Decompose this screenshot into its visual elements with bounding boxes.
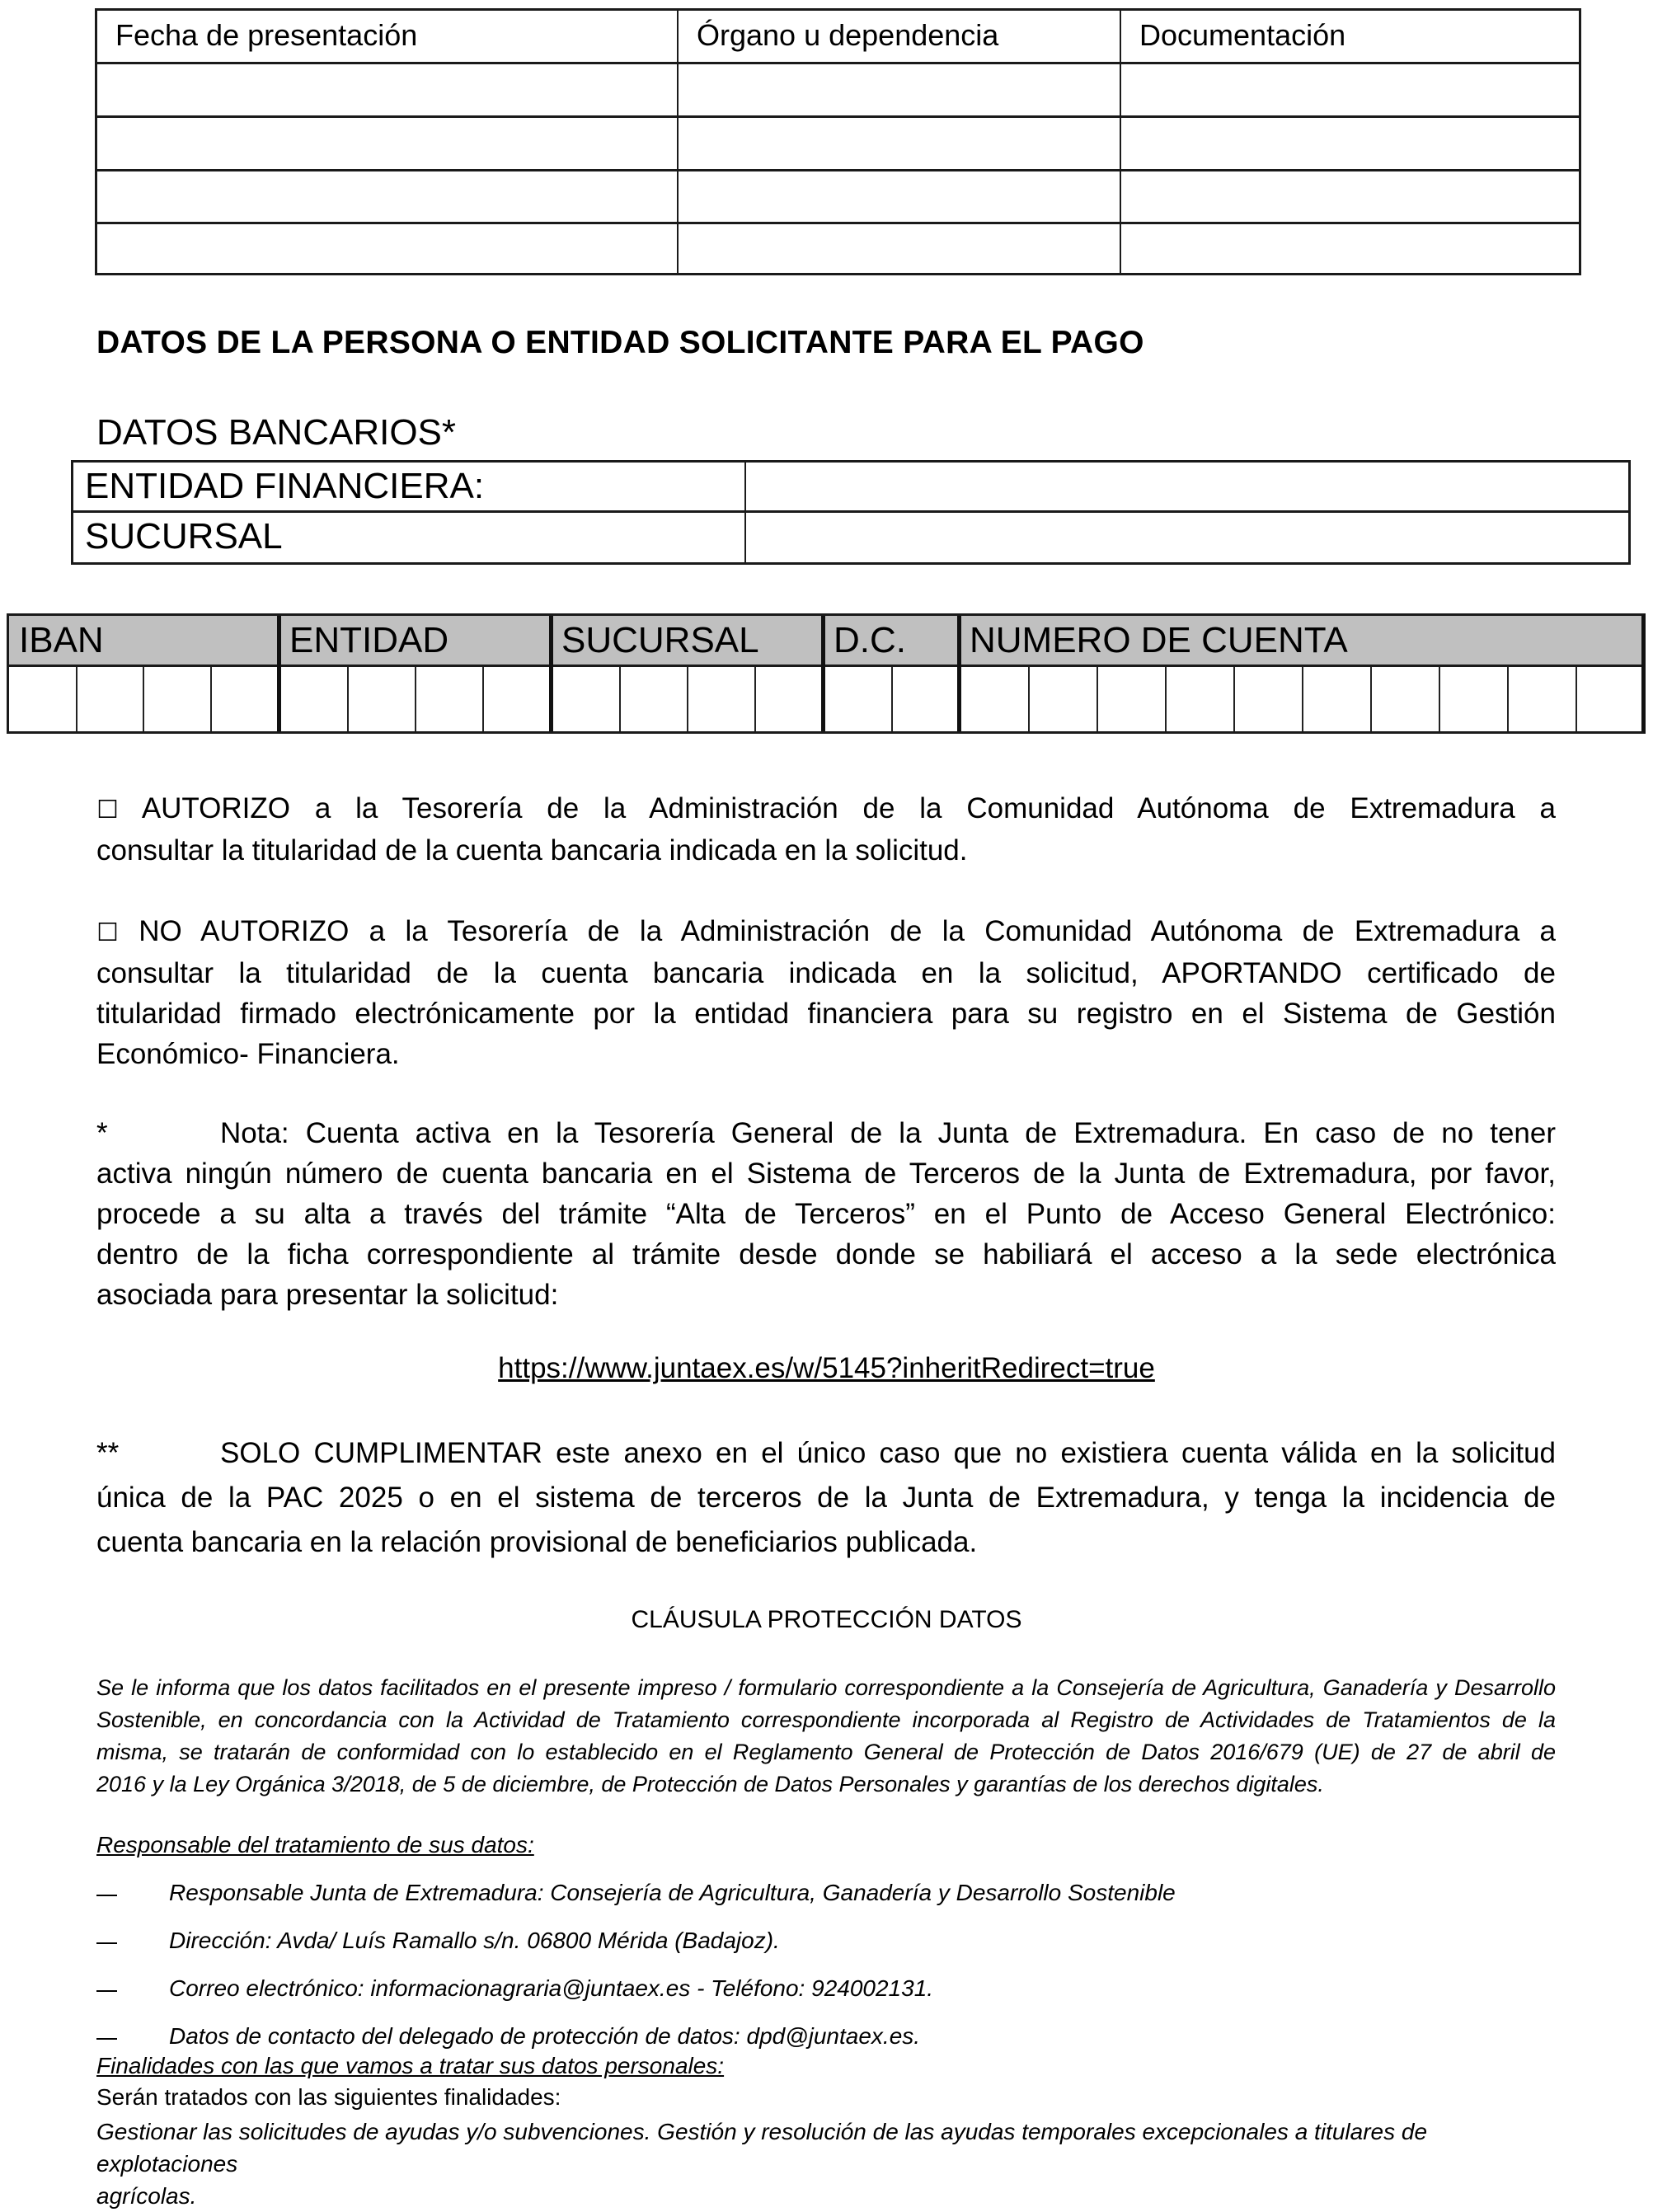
no-autorizo-line-1: NO AUTORIZO a la Tesorería de la Administración de la Comunidad Autónoma de Extremadura a <box>139 915 1556 947</box>
clause-intro-line-3: misma, se tratarán de conformidad con lo establecido en el Reglamento General de Protección de Datos 2016/679 (UE) de 27 de abril de <box>96 1740 1556 1764</box>
no-autorizo-line-3: titularidad firmado electrónicamente por la entidad financiera para su registro en el Sistema de Gestión <box>96 998 1556 1030</box>
solo-cumplimentar-paragraph <box>96 1431 1556 1565</box>
sucursal-digit-cell[interactable] <box>688 667 756 731</box>
finalidades-line-2: agrícolas. <box>96 2183 197 2209</box>
organo-dependencia-field[interactable] <box>679 118 1121 169</box>
account-digit-cell[interactable] <box>1372 667 1440 731</box>
sucursal-digit-cell[interactable] <box>756 667 825 731</box>
nota-line-5: asociada para presentar la solicitud: <box>96 1279 559 1311</box>
iban-input-cells <box>9 667 1641 731</box>
nota-asterisk: * <box>96 1117 108 1149</box>
nota-line-2: activa ningún número de cuenta bancaria en el Sistema de Terceros de la Junta de Extremadura, por favor, <box>96 1158 1556 1190</box>
account-digit-cell[interactable] <box>961 667 1030 731</box>
account-digit-cell[interactable] <box>1577 667 1641 731</box>
dash-bullet-icon <box>96 1895 117 1896</box>
bank-entity-table <box>71 460 1631 565</box>
organo-dependencia-field[interactable] <box>679 223 1121 273</box>
entidad-digit-cell[interactable] <box>484 667 553 731</box>
autorizo-paragraph <box>96 788 1556 871</box>
entidad-digit-cell[interactable] <box>281 667 349 731</box>
sucursal-header: SUCURSAL <box>561 620 759 660</box>
dc-header: D.C. <box>834 620 906 660</box>
table-row <box>97 171 1579 224</box>
autorizo-checkbox[interactable]: ☐ <box>96 796 119 824</box>
no-autorizo-checkbox[interactable]: ☐ <box>96 918 119 947</box>
iban-header-row <box>9 616 1641 667</box>
organo-dependencia-field[interactable] <box>679 64 1121 115</box>
dc-digit-cell[interactable] <box>825 667 893 731</box>
organo-dependencia-field[interactable] <box>679 171 1121 222</box>
nota-paragraph <box>96 1113 1556 1315</box>
entidad-financiera-field[interactable] <box>746 463 1628 510</box>
bank-data-heading: DATOS BANCARIOS* <box>96 412 457 453</box>
autorizo-line-1: AUTORIZO a la Tesorería de la Administración de la Comunidad Autónoma de Extremadura a <box>141 792 1557 824</box>
header-documentacion: Documentación <box>1139 18 1346 52</box>
iban-header: IBAN <box>19 620 104 660</box>
nota-line-3: procede a su alta a través del trámite “Alta de Terceros” en el Punto de Acceso General Electrónico: <box>96 1198 1556 1230</box>
entidad-financiera-label: ENTIDAD FINANCIERA: <box>73 463 746 510</box>
clause-intro-line-4: 2016 y la Ley Orgánica 3/2018, de 5 de diciembre, de Protección de Datos Personales y garantías de los derechos digitales. <box>96 1772 1324 1796</box>
finalidades-heading: Finalidades con las que vamos a tratar sus datos personales: <box>96 2053 725 2078</box>
documentacion-field[interactable] <box>1121 118 1579 169</box>
fecha-presentacion-field[interactable] <box>97 223 679 273</box>
sucursal-digit-cell[interactable] <box>621 667 688 731</box>
sucursal-field[interactable] <box>746 513 1628 562</box>
responsable-heading: Responsable del tratamiento de sus datos: <box>96 1832 534 1857</box>
dash-bullet-icon <box>96 1942 117 1944</box>
no-autorizo-line-2: consultar la titularidad de la cuenta bancaria indicada en la solicitud, APORTANDO certificado de <box>96 957 1556 989</box>
solo-line-2: única de la PAC 2025 o en el sistema de terceros de la Junta de Extremadura, y tenga la incidencia de <box>96 1482 1556 1514</box>
table-row <box>97 64 1579 118</box>
bank-row-sucursal <box>73 513 1628 562</box>
header-fecha-presentacion: Fecha de presentación <box>97 11 679 62</box>
sucursal-label: SUCURSAL <box>73 513 746 562</box>
clause-intro-paragraph <box>96 1672 1556 1801</box>
entidad-digit-cell[interactable] <box>349 667 416 731</box>
documentacion-field[interactable] <box>1121 223 1579 273</box>
finalidades-paragraph <box>96 2116 1556 2212</box>
account-digit-cell[interactable] <box>1440 667 1509 731</box>
iban-digit-cell[interactable] <box>212 667 281 731</box>
finalidades-intro: Serán tratados con las siguientes finalidades: <box>96 2084 561 2110</box>
nota-line-1: Nota: Cuenta activa en la Tesorería General de la Junta de Extremadura. En caso de no tener <box>220 1117 1556 1149</box>
fecha-presentacion-field[interactable] <box>97 64 679 115</box>
fecha-presentacion-field[interactable] <box>97 118 679 169</box>
account-digit-cell[interactable] <box>1509 667 1577 731</box>
sucursal-digit-cell[interactable] <box>553 667 621 731</box>
no-autorizo-paragraph <box>96 911 1556 1074</box>
dash-bullet-icon <box>96 2038 117 2040</box>
no-autorizo-line-4: Económico- Financiera. <box>96 1038 400 1070</box>
account-digit-cell[interactable] <box>1303 667 1372 731</box>
table-row <box>97 118 1579 171</box>
double-asterisk: ** <box>96 1437 120 1469</box>
clause-intro-line-1: Se le informa que los datos facilitados en el presente impreso / formulario correspondiente a la Consejería de Agricultura, Ganadería y Desarrollo <box>96 1675 1556 1700</box>
bank-row-entidad <box>73 463 1628 513</box>
solo-line-3: cuenta bancaria en la relación provisional de beneficiarios publicada. <box>96 1526 978 1558</box>
solo-line-1: SOLO CUMPLIMENTAR este anexo en el único caso que no existiera cuenta válida en la solicitud <box>220 1437 1556 1469</box>
dc-digit-cell[interactable] <box>893 667 961 731</box>
iban-digit-cell[interactable] <box>9 667 77 731</box>
entidad-digit-cell[interactable] <box>416 667 484 731</box>
nota-line-4: dentro de la ficha correspondiente al trámite desde donde se habiliará el acceso a la sede electrónica <box>96 1238 1556 1270</box>
iban-table <box>7 613 1646 734</box>
section-title: DATOS DE LA PERSONA O ENTIDAD SOLICITANTE PARA EL PAGO <box>96 325 1144 360</box>
dash-bullet-icon <box>96 1990 117 1992</box>
account-digit-cell[interactable] <box>1098 667 1167 731</box>
autorizo-line-2: consultar la titularidad de la cuenta bancaria indicada en la solicitud. <box>96 834 968 866</box>
documentacion-field[interactable] <box>1121 171 1579 222</box>
alta-terceros-link[interactable]: https://www.juntaex.es/w/5145?inheritRedirect=true <box>498 1352 1155 1384</box>
registry-table <box>95 8 1581 275</box>
account-digit-cell[interactable] <box>1030 667 1098 731</box>
documentacion-field[interactable] <box>1121 64 1579 115</box>
entidad-header: ENTIDAD <box>289 620 449 660</box>
header-organo-dependencia: Órgano u dependencia <box>679 11 1121 62</box>
clause-title: CLÁUSULA PROTECCIÓN DATOS <box>631 1606 1022 1633</box>
account-digit-cell[interactable] <box>1167 667 1235 731</box>
fecha-presentacion-field[interactable] <box>97 171 679 222</box>
iban-digit-cell[interactable] <box>77 667 144 731</box>
registry-header-row <box>97 11 1579 64</box>
finalidades-line-1: Gestionar las solicitudes de ayudas y/o subvenciones. Gestión y resolución de las ayudas temporales excepcionales a titulares de explotaciones <box>96 2119 1428 2177</box>
clause-intro-line-2: Sostenible, en concordancia con la Actividad de Tratamiento correspondiente incorporada al Registro de Actividades de Tratamientos de la <box>96 1707 1556 1732</box>
numero-cuenta-header: NUMERO DE CUENTA <box>970 620 1348 660</box>
account-digit-cell[interactable] <box>1235 667 1303 731</box>
table-row <box>97 223 1579 273</box>
iban-digit-cell[interactable] <box>144 667 212 731</box>
